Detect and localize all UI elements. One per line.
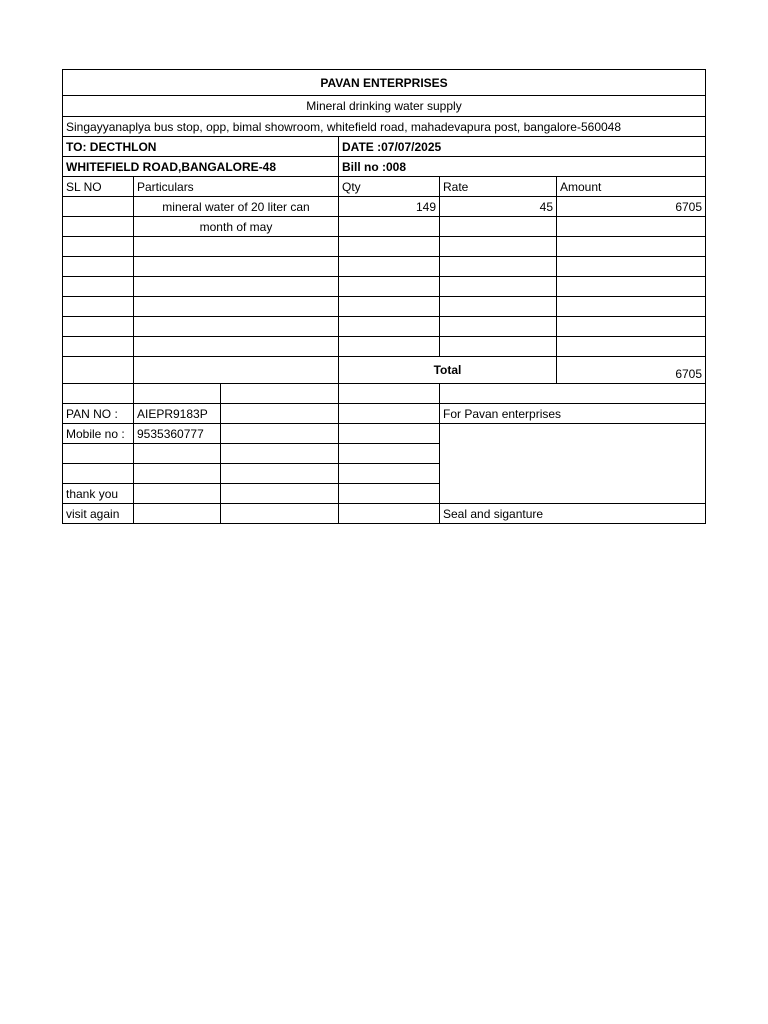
address-row [63, 117, 706, 137]
mobile-value: 9535360777 [134, 424, 221, 444]
empty-row [63, 317, 706, 337]
header-sl-no: SL NO [63, 177, 134, 197]
total-row [63, 357, 706, 384]
company-name: PAVAN ENTERPRISES [63, 70, 706, 96]
header-qty: Qty [339, 177, 440, 197]
item-qty [339, 217, 440, 237]
item-rate: 45 [440, 197, 557, 217]
visit-again-text: visit again [63, 504, 134, 524]
bill-number: Bill no :008 [339, 157, 706, 177]
pan-row [63, 404, 706, 424]
bill-date: DATE :07/07/2025 [339, 137, 706, 157]
seal-signature: Seal and siganture [440, 504, 706, 524]
table-row [63, 217, 706, 237]
mobile-row [63, 424, 706, 444]
pan-value: AIEPR9183P [134, 404, 221, 424]
empty-row [63, 237, 706, 257]
customer-address: WHITEFIELD ROAD,BANGALORE-48 [63, 157, 339, 177]
total-value: 6705 [557, 357, 706, 384]
tagline-row [63, 96, 706, 117]
item-particulars: month of may [134, 217, 339, 237]
item-sl [63, 197, 134, 217]
item-amount [557, 217, 706, 237]
empty-row [63, 277, 706, 297]
company-name-row [63, 70, 706, 96]
signature-space [440, 424, 706, 504]
for-company: For Pavan enterprises [440, 404, 706, 424]
empty-row [63, 337, 706, 357]
total-label: Total [339, 357, 557, 384]
company-address: Singayyanaplya bus stop, opp, bimal showroom, whitefield road, mahadevapura post, bangalore-560048 [63, 117, 706, 137]
visit-again-row [63, 504, 706, 524]
item-particulars: mineral water of 20 liter can [134, 197, 339, 217]
spacer-row [63, 384, 706, 404]
company-tagline: Mineral drinking water supply [63, 96, 706, 117]
table-row [63, 197, 706, 217]
empty-row [63, 297, 706, 317]
empty-row [63, 257, 706, 277]
item-qty: 149 [339, 197, 440, 217]
header-amount: Amount [557, 177, 706, 197]
item-rate [440, 217, 557, 237]
header-rate: Rate [440, 177, 557, 197]
pan-label: PAN NO : [63, 404, 134, 424]
header-particulars: Particulars [134, 177, 339, 197]
invoice-table [62, 69, 706, 524]
customer-to: TO: DECTHLON [63, 137, 339, 157]
item-sl [63, 217, 134, 237]
customer-row [63, 137, 706, 157]
customer-address-row [63, 157, 706, 177]
item-amount: 6705 [557, 197, 706, 217]
table-header-row [63, 177, 706, 197]
mobile-label: Mobile no : [63, 424, 134, 444]
thank-you-text: thank you [63, 484, 134, 504]
